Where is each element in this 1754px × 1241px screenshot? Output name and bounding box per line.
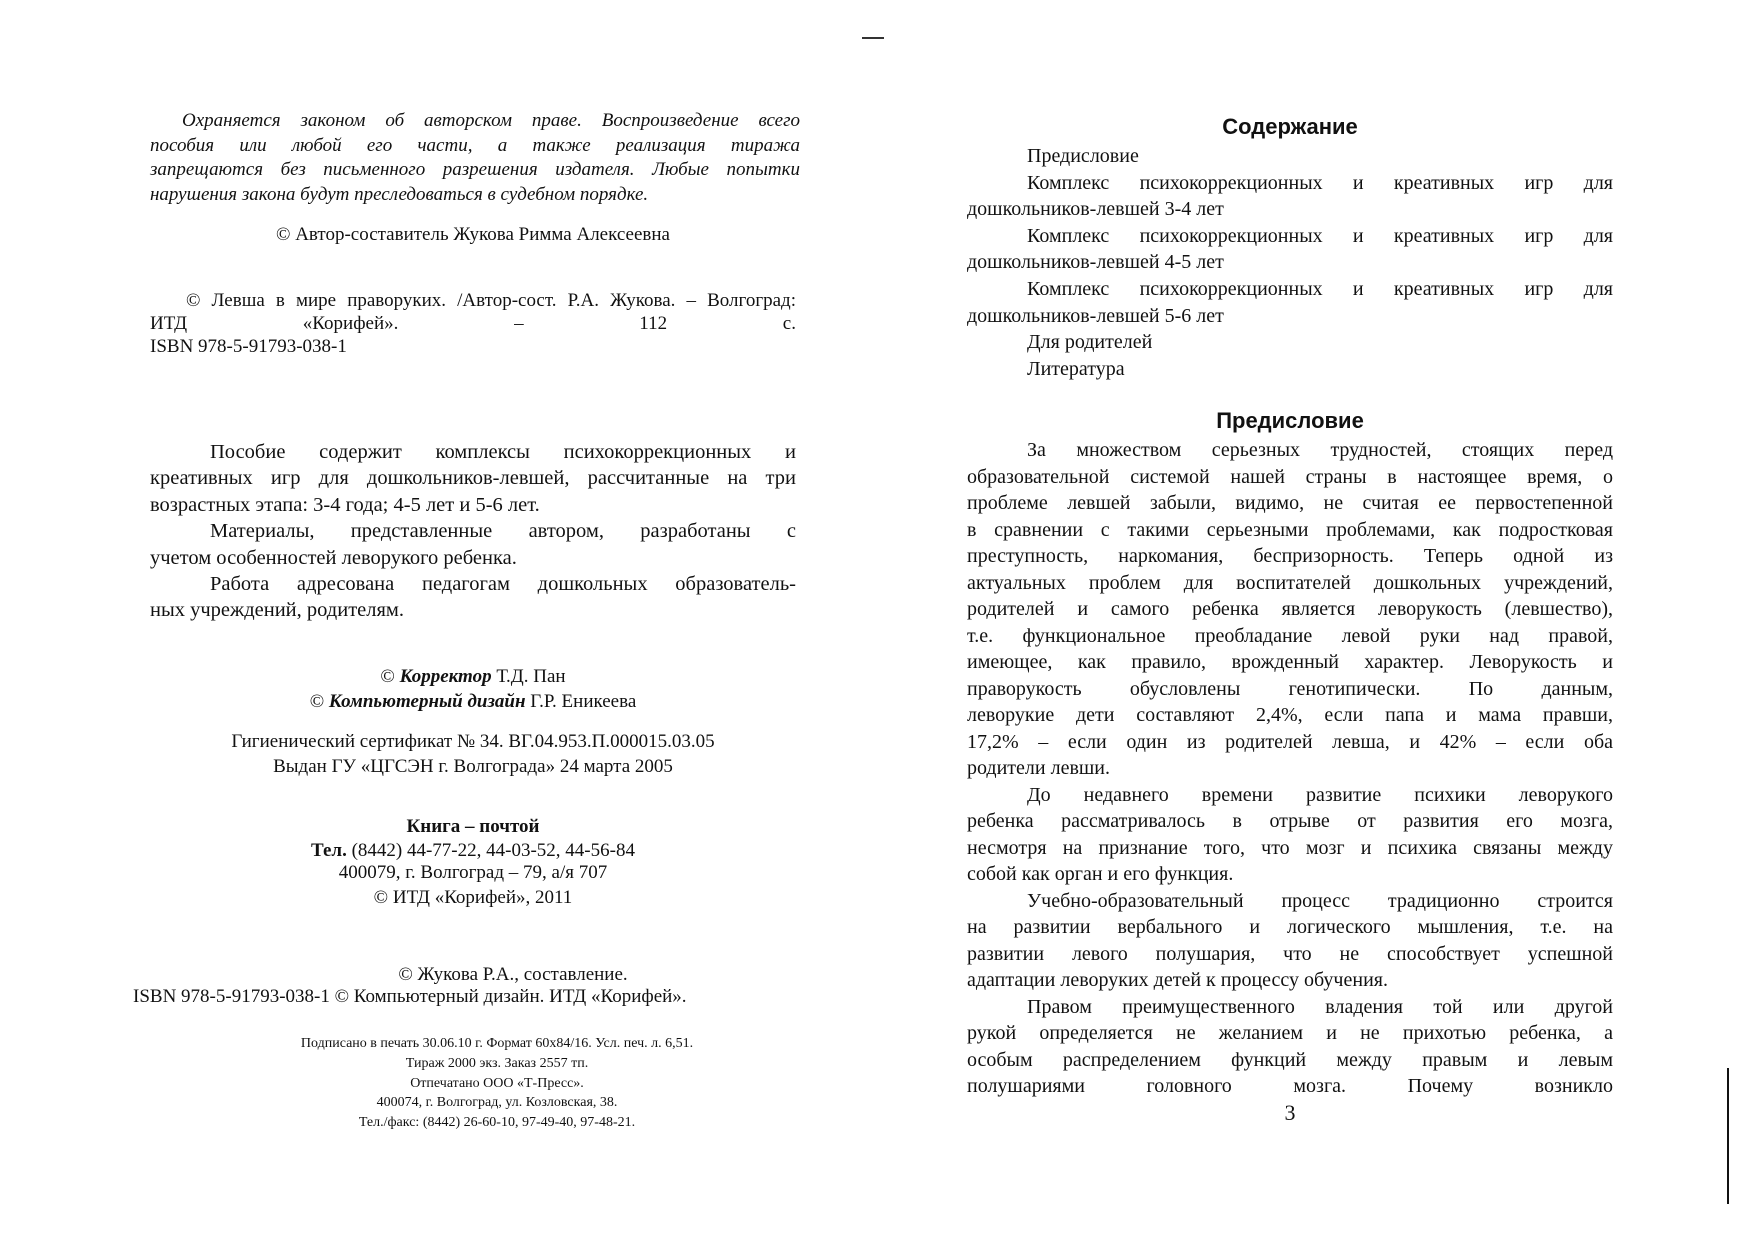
design-prefix: © (309, 691, 325, 712)
text-line: образовательной системой нашей страны в настоящее время, о (967, 465, 1613, 488)
corrector-prefix: © (380, 666, 395, 687)
text-line: Комплекс психокоррекционных и креативных игр для (1027, 171, 1613, 194)
text-line: несмотря на признание того, что мозг и психика связаны между (967, 836, 1613, 859)
scan-edge-line (1727, 1068, 1729, 1204)
text-line: в сравнении с такими серьезными проблемами, как подростковая (967, 518, 1613, 541)
text-line: собой как орган и его функция. (967, 863, 1234, 885)
imprint-line: Отпечатано ООО «Т-Пресс». (410, 1075, 584, 1091)
corrector-role: Корректор (399, 666, 492, 687)
certificate-issuer: Выдан ГУ «ЦГСЭН г. Волгограда» 24 марта 2005 (273, 756, 673, 777)
text-line: родителей и самого ребенка является леворукость (левшество), (967, 598, 1613, 620)
text-line: дошкольников-левшей 5-6 лет (967, 304, 1224, 327)
imprint-line: 400074, г. Волгоград, ул. Козловская, 38. (376, 1095, 618, 1111)
publisher-copyright: © ИТД «Корифей», 2011 (373, 887, 573, 908)
text-line: 17,2% – если один из родителей левша, и 42% – если оба (967, 730, 1613, 753)
text-line: проблеме левшей забыли, видимо, не считая ее первостепенной (967, 492, 1613, 514)
text-line: учетом особенностей леворукого ребенка. (150, 546, 517, 569)
text-line: Учебно-образовательный процесс традиционно строится (1027, 889, 1613, 912)
text-line: нарушения закона будут преследоваться в судебном порядке. (150, 184, 649, 206)
preface-title: Предисловие (1216, 408, 1364, 433)
isbn-design-line: ISBN 978-5-91793-038-1 © Компьютерный дизайн. ИТД «Корифей». (133, 986, 687, 1007)
text-line: Пособие содержит комплексы психокоррекционных и (210, 441, 796, 463)
mail-order-phones (150, 840, 796, 862)
text-line: дошкольников-левшей 3-4 лет (967, 198, 1224, 221)
text-line: леворукие дети составляют 2,4%, если папа и мама правши, (967, 704, 1613, 726)
text-line: До недавнего времени развитие психики леворукого (1027, 783, 1613, 806)
text-line: родители левши. (967, 757, 1111, 779)
copyright-notice (150, 109, 800, 208)
mail-order-title: Книга – почтой (406, 816, 540, 837)
table-of-contents (967, 143, 1613, 382)
design-role: Компьютерный дизайн (328, 691, 526, 712)
imprint (197, 1034, 797, 1133)
certificate-line: Гигиенический сертификат № 34. ВГ.04.953.П.000015.03.05 (231, 731, 715, 752)
bibliographic-record (150, 289, 796, 358)
text-line: полушариями головного мозга. Почему возникло (967, 1075, 1613, 1097)
text-line: Охраняется законом об авторском праве. Воспроизведение всего (182, 110, 800, 131)
text-line: Материалы, представленные автором, разработаны с (210, 520, 796, 543)
text-line: Комплекс психокоррекционных и креативных игр для (1027, 277, 1613, 300)
corrector-credit (150, 666, 796, 688)
text-line: на развитии вербального и логического мышления, т.е. на (967, 916, 1613, 938)
text-line: Для родителей (1027, 331, 1153, 354)
design-name: Г.Р. Еникеева (530, 691, 637, 712)
text-line: особым распределением функций между правым и левым (967, 1048, 1613, 1071)
scan-mark-top (862, 37, 884, 39)
text-line: © Левша в мире праворуких. /Автор-сост. Р.А. Жукова. – Волгоград: (186, 290, 796, 311)
author-line: © Автор-составитель Жукова Римма Алексеевна (276, 224, 670, 245)
mail-order-address: 400079, г. Волгоград – 79, а/я 707 (338, 862, 608, 883)
page-number: 3 (1284, 1100, 1296, 1125)
design-credit (150, 691, 796, 713)
text-line: т.е. функциональное преобладание левой руки над правой, (967, 624, 1613, 647)
text-line: актуальных проблем для воспитателей дошкольных учреждений, (967, 571, 1613, 594)
annotation (150, 439, 796, 624)
corrector-name: Т.Д. Пан (496, 666, 566, 687)
preface-text (967, 437, 1613, 1100)
imprint-line: Тел./факс: (8442) 26-60-10, 97-49-40, 97-48-21. (358, 1115, 636, 1131)
text-line: ребенка рассматривалось в отрыве от развития его мозга, (967, 810, 1613, 832)
text-line: ных учреждений, родителям. (150, 599, 405, 622)
text-line: запрещаются без письменного разрешения издателя. Любые попытки (150, 159, 800, 181)
text-line: ISBN 978-5-91793-038-1 (150, 336, 347, 357)
text-line: адаптации леворуких детей к процессу обучения. (967, 969, 1388, 991)
text-line: развитии левого полушария, что не способствует успешной (967, 942, 1613, 965)
imprint-line: Подписано в печать 30.06.10 г. Формат 60х84/16. Усл. печ. л. 6,51. (300, 1036, 694, 1051)
text-line: дошкольников-левшей 4-5 лет (967, 251, 1224, 274)
text-line: преступность, наркомания, беспризорность. Теперь одной из (967, 545, 1613, 567)
text-line: пособия или любой его части, а также реализация тиража (150, 134, 800, 156)
text-line: Правом преимущественного владения той или другой (1027, 995, 1613, 1018)
text-line: праворукость обусловлены генотипически. По данным, (967, 677, 1613, 700)
text-line: Работа адресована педагогам дошкольных образователь- (210, 572, 796, 595)
text-line: креативных игр для дошкольников-левшей, рассчитанные на три (150, 467, 796, 490)
text-line: Литература (1027, 357, 1125, 380)
phone-numbers: (8442) 44-77-22, 44-03-52, 44-56-84 (351, 840, 635, 861)
text-line: За множеством серьезных трудностей, стоящих перед (1027, 439, 1613, 461)
text-line: ИТД «Корифей». – 112 с. (150, 313, 796, 334)
text-line: рукой определяется не желанием и не прихотью ребенка, а (967, 1022, 1613, 1044)
imprint-line: Тираж 2000 экз. Заказ 2557 тп. (405, 1055, 589, 1071)
compilation-copyright: © Жукова Р.А., составление. (398, 964, 628, 985)
text-line: имеющее, как правило, врожденный характер. Леворукость и (967, 651, 1613, 673)
phone-label: Тел. (311, 840, 347, 861)
toc-title: Содержание (1222, 114, 1358, 139)
text-line: Предисловие (1027, 145, 1139, 167)
text-line: Комплекс психокоррекционных и креативных игр для (1027, 224, 1613, 247)
text-line: возрастных этапа: 3-4 года; 4-5 лет и 5-6 лет. (150, 493, 540, 516)
